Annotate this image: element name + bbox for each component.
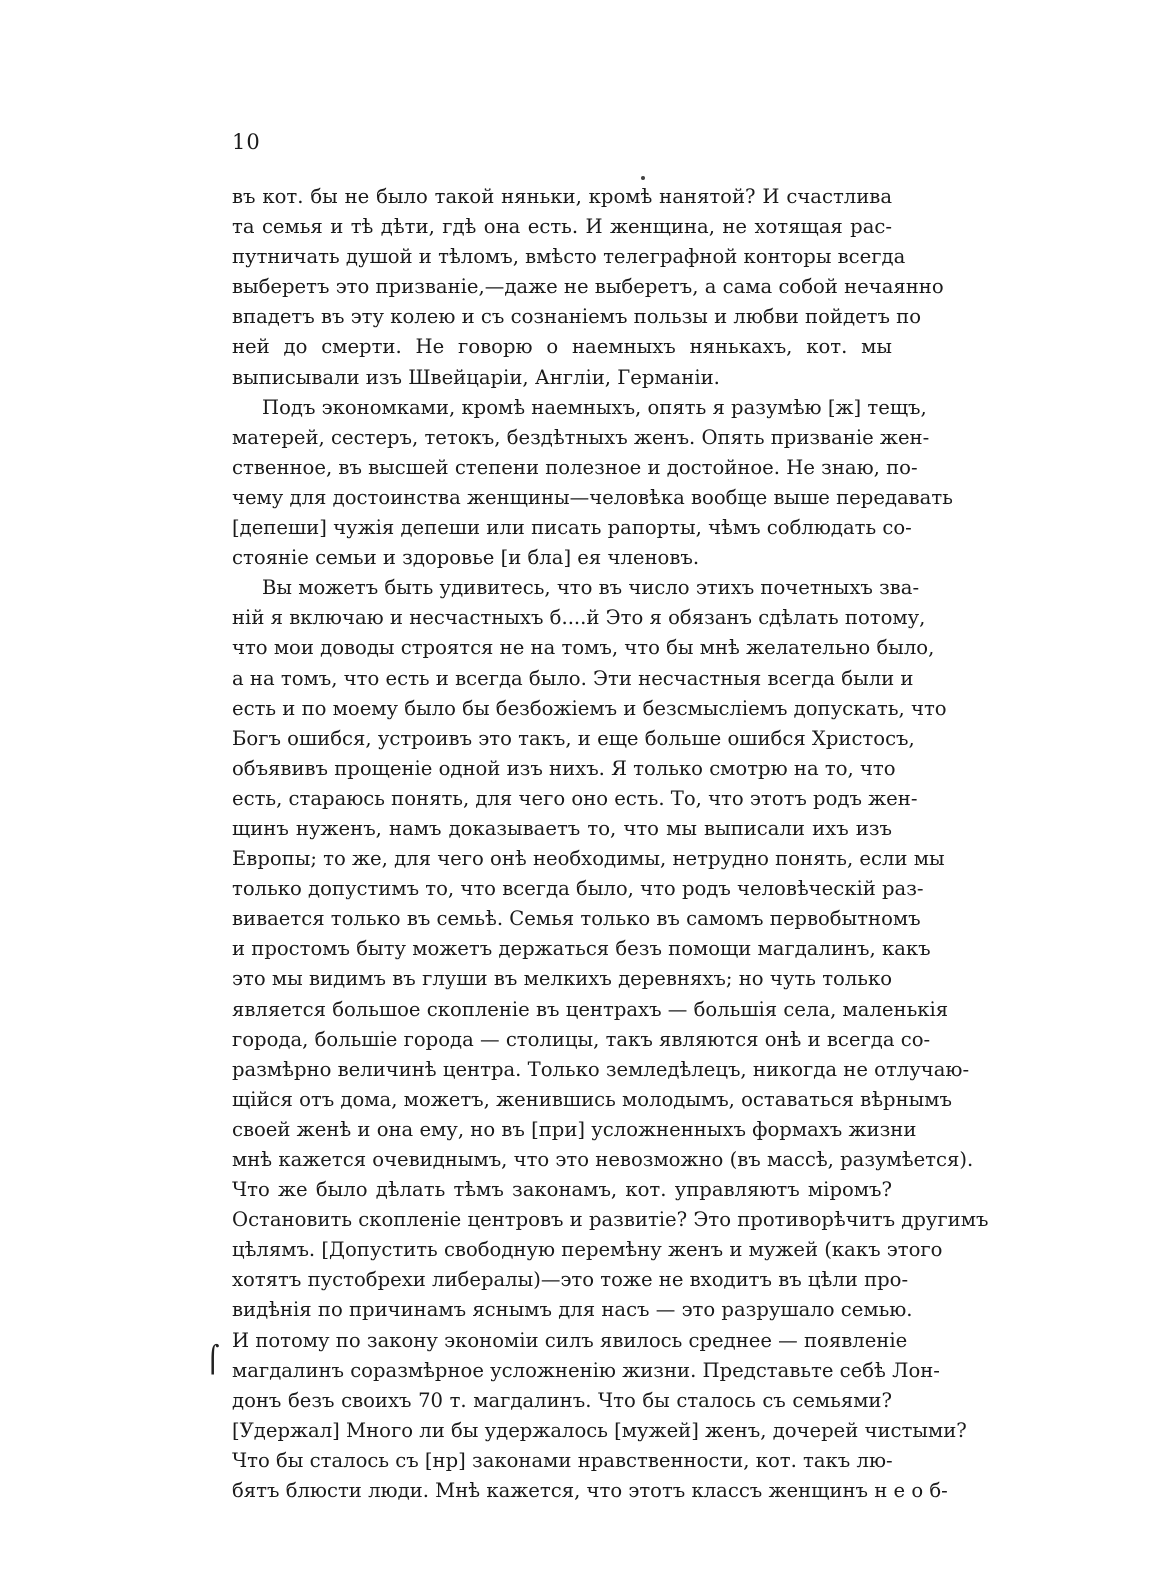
text-line: размѣрно величинѣ центра. Только земледѣлецъ, никогда не отлучаю-	[232, 1057, 970, 1081]
text-line: Европы; то же, для чего онѣ необходимы, нетрудно понять, если мы	[232, 847, 945, 871]
margin-bracket-mark: ⌠	[206, 1345, 220, 1375]
text-line: Вы можетъ быть удивитесь, что въ число этихъ почетныхъ зва-	[262, 576, 920, 600]
text-line: выберетъ это призваніе,—даже не выберетъ, а сама собой нечаянно	[232, 275, 944, 299]
text-line: объявивъ прощеніе одной изъ нихъ. Я только смотрю на то, что	[232, 756, 896, 780]
text-line: ней до смерти. Не говорю о наемныхъ нянькахъ, кот. мы	[232, 335, 892, 359]
text-line: Что бы сталось съ [нр] законами нравственности, кот. такъ лю-	[232, 1448, 893, 1472]
text-line: [депеши] чужія депеши или писать рапорты, чѣмъ соблюдать со-	[232, 516, 912, 540]
text-line: только допустимъ то, что всегда было, что родъ человѣческій раз-	[232, 877, 924, 901]
text-line: а на томъ, что есть и всегда было. Эти несчастныя всегда были и	[232, 666, 914, 690]
paragraph	[232, 573, 989, 1506]
text-line: бятъ блюсти люди. Мнѣ кажется, что этотъ классъ женщинъ н е о б-	[232, 1479, 948, 1503]
text-line: своей женѣ и она ему, но въ [при] усложненныхъ формахъ жизни	[232, 1117, 917, 1141]
text-line: ственное, въ высшей степени полезное и достойное. Не знаю, по-	[232, 455, 918, 479]
paragraph	[232, 182, 944, 393]
text-line: щійся отъ дома, можетъ, женившись молодымъ, оставаться вѣрнымъ	[232, 1087, 952, 1111]
text-line: вивается только въ семьѣ. Семья только въ самомъ первобытномъ	[232, 907, 921, 931]
text-line: есть и по моему было бы безбожіемъ и безсмысліемъ допускать, что	[232, 696, 947, 720]
text-line: донъ безъ своихъ 70 т. магдалинъ. Что бы сталось съ семьями?	[232, 1388, 892, 1412]
text-line: хотятъ пустобрехи либералы)—это тоже не входитъ въ цѣли про-	[232, 1268, 909, 1292]
text-line: стояніе семьи и здоровье [и бла] ея членовъ.	[232, 546, 700, 570]
text-line: Подъ экономками, кромѣ наемныхъ, опять я разумѣю [ж] тещъ,	[262, 395, 927, 419]
text-line: [Удержал] Много ли бы удержалось [мужей] женъ, дочерей чистыми?	[232, 1418, 967, 1442]
text-line: въ кот. бы не было такой няньки, кромѣ нанятой? И счастлива	[232, 185, 892, 208]
text-line: Остановить скопленіе центровъ и развитіе? Это противорѣчитъ другимъ	[232, 1208, 989, 1232]
text-line: ній я включаю и несчастныхъ б....й Это я обязанъ сдѣлать потому,	[232, 606, 926, 630]
text-line: И потому по закону экономіи силъ явилось среднее — появленіе	[232, 1328, 908, 1352]
text-line: цѣлямъ. [Допустить свободную перемѣну женъ и мужей (какъ этого	[232, 1238, 943, 1262]
text-line: мнѣ кажется очевиднымъ, что это невозможно (въ массѣ, разумѣется).	[232, 1148, 974, 1171]
text-line: чему для достоинства женщины—человѣка вообще выше передавать	[232, 485, 953, 509]
text-line: является большое скопленіе въ центрахъ — большія села, маленькія	[232, 997, 949, 1021]
text-line: города, большіе города — столицы, такъ являются онѣ и всегда со-	[232, 1027, 931, 1051]
text-line: матерей, сестеръ, тетокъ, бездѣтныхъ женъ. Опять призваніе жен-	[232, 425, 930, 449]
page-number: 10	[232, 130, 261, 154]
text-line: есть, стараюсь понять, для чего оно есть. То, что этотъ родъ жен-	[232, 786, 918, 810]
body-text	[232, 182, 989, 1506]
text-line: выписывали изъ Швейцаріи, Англіи, Германіи.	[232, 365, 720, 389]
text-line: та семья и тѣ дѣти, гдѣ она есть. И женщина, не хотящая рас-	[232, 215, 892, 239]
text-line: и простомъ быту можетъ держаться безъ помощи магдалинъ, какъ	[232, 937, 931, 961]
text-line: это мы видимъ въ глуши въ мелкихъ деревняхъ; но чуть только	[232, 967, 892, 991]
text-line: видѣнія по причинамъ яснымъ для насъ — это разрушало семью.	[232, 1298, 913, 1322]
print-speck	[641, 176, 645, 180]
paragraph	[232, 393, 953, 574]
text-line: Что же было дѣлать тѣмъ законамъ, кот. управляютъ міромъ?	[232, 1178, 892, 1202]
text-line: магдалинъ соразмѣрное усложненію жизни. Представьте себѣ Лон-	[232, 1358, 940, 1382]
text-line: щинъ нуженъ, намъ доказываетъ то, что мы выписали ихъ изъ	[232, 816, 892, 840]
text-line: впадетъ въ эту колею и съ сознаніемъ пользы и любви пойдетъ по	[232, 305, 921, 329]
text-line: что мои доводы строятся не на томъ, что бы мнѣ желательно было,	[232, 636, 935, 660]
text-line: Богъ ошибся, устроивъ это такъ, и еще больше ошибся Христосъ,	[232, 726, 915, 750]
text-line: путничать душой и тѣломъ, вмѣсто телеграфной конторы всегда	[232, 245, 906, 269]
